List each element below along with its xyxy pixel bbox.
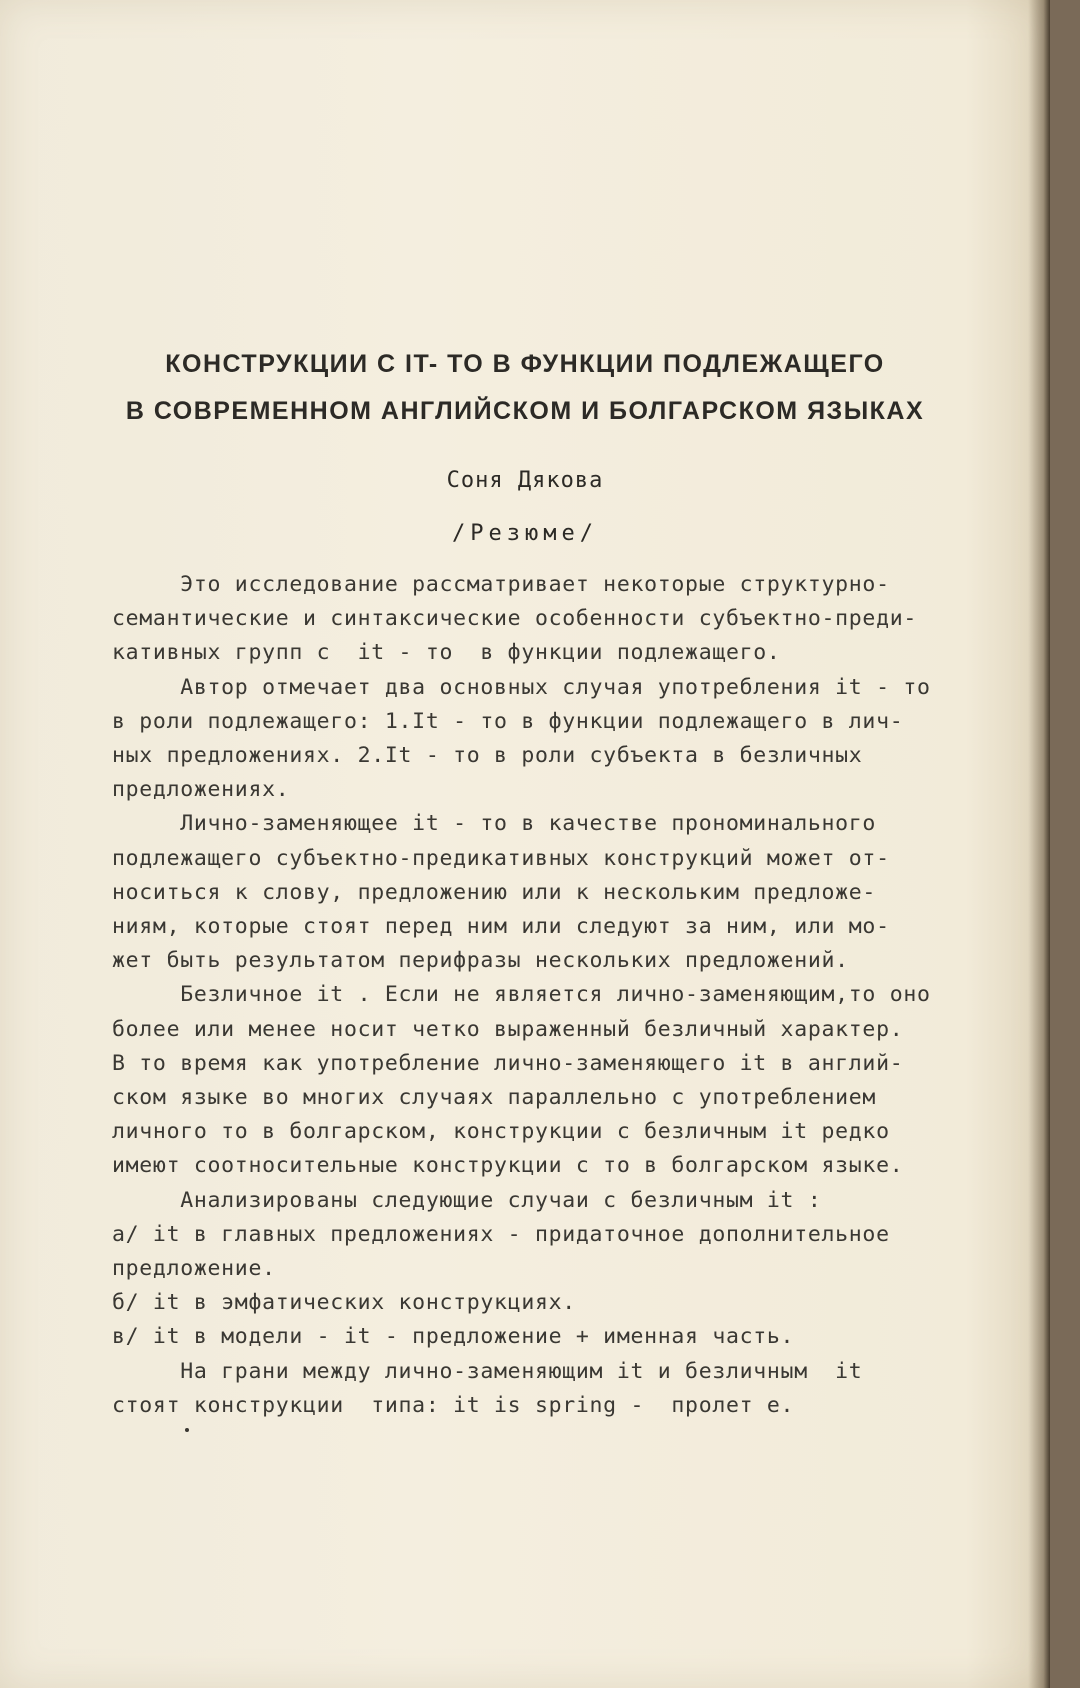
text-line: ниям, которые стоят перед ним или следуют за ним, или мо- [112, 914, 890, 940]
text-line: имеют соотносительные конструкции с то в болгарском языке. [112, 1153, 904, 1179]
text-line: в/ it в модели - it - предложение + именная часть. [112, 1324, 795, 1350]
text-line: более или менее носит четко выраженный безличный характер. [112, 1016, 904, 1042]
title-line-1: КОНСТРУКЦИИ С IT- ТО В ФУНКЦИИ ПОДЛЕЖАЩЕГО [165, 350, 885, 378]
text-line: стоят конструкции типа: it is spring - пролет е. [112, 1392, 795, 1418]
text-line: Лично-заменяющее it - то в качестве прономинального [112, 811, 877, 837]
text-line: в роли подлежащего: 1.It - то в функции подлежащего в лич- [112, 708, 904, 734]
text-line: носиться к слову, предложению или к нескольким предложе- [112, 879, 877, 905]
text-line: личного то в болгарском, конструкции с безличным it редко [112, 1119, 890, 1145]
author-name: Соня Дякова [446, 468, 604, 493]
ink-dot [185, 1428, 189, 1432]
text-line: кативных групп с it - то в функции подлежащего. [112, 640, 781, 666]
text-line: Анализированы следующие случаи с безличным it : [112, 1187, 822, 1213]
title-line-2: В СОВРЕМЕННОМ АНГЛИЙСКОМ И БОЛГАРСКОМ ЯЗЫКАХ [125, 397, 925, 425]
body-text [112, 568, 1032, 1423]
text-line: Безличное it . Если не является лично-заменяющим,то оно [112, 982, 931, 1008]
text-line: В то время как употребление лично-заменяющего it в англий- [112, 1050, 904, 1076]
text-line: ском языке во многих случаях параллельно с употреблением [112, 1085, 877, 1111]
text-line: подлежащего субъектно-предикативных конструкций может от- [112, 845, 890, 871]
text-line: ных предложениях. 2.It - то в роли субъекта в безличных [112, 743, 863, 769]
text-line: На грани между лично-заменяющим it и безличным it [112, 1358, 863, 1384]
text-line: предложение. [112, 1256, 276, 1282]
text-line: семантические и синтаксические особенности субъектно-преди- [112, 606, 918, 632]
text-line: Это исследование рассматривает некоторые структурно- [112, 572, 890, 597]
text-line: а/ it в главных предложениях - придаточное дополнительное [112, 1221, 890, 1247]
section-label: /Резюме/ [452, 521, 598, 546]
text-line: б/ it в эмфатических конструкциях. [112, 1290, 576, 1316]
text-line: Автор отмечает два основных случая употребления it - то [112, 674, 931, 700]
text-line: предложениях. [112, 777, 290, 803]
text-line: жет быть результатом перифразы нескольких предложений. [112, 948, 849, 974]
